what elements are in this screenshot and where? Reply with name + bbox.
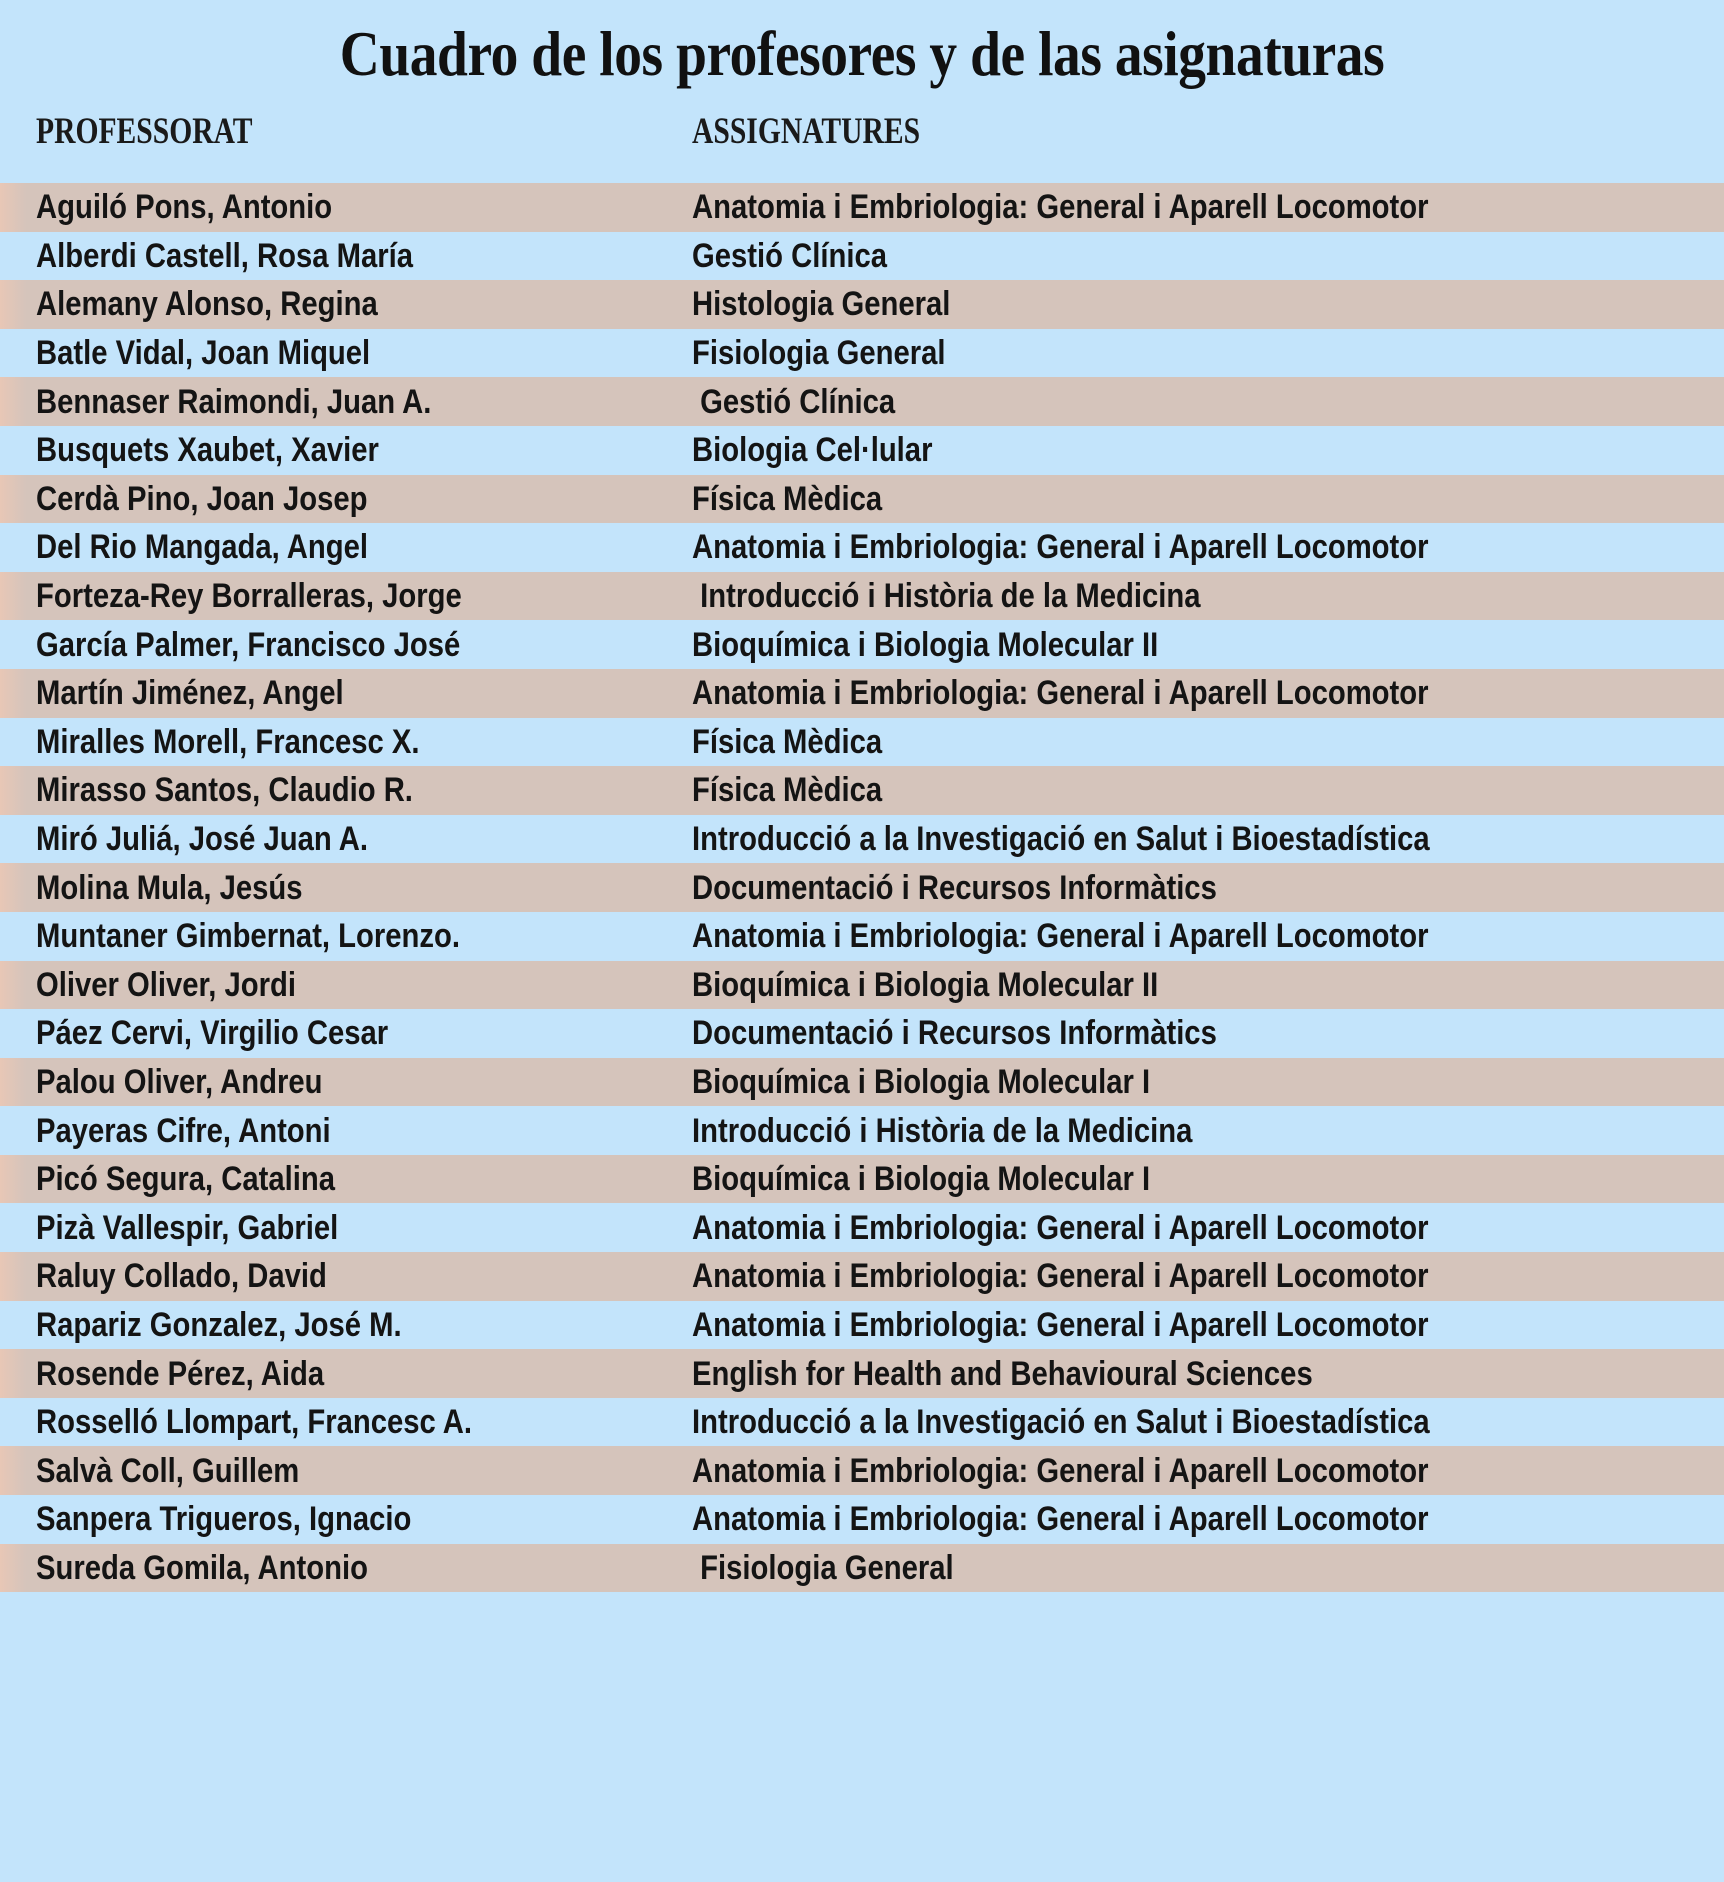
professor-name: Sanpera Trigueros, Ignacio [36, 1500, 412, 1539]
professor-name: Bennaser Raimondi, Juan A. [36, 382, 432, 421]
professor-name: Miró Juliá, José Juan A. [36, 820, 369, 859]
page-title: Cuadro de los profesores y de las asignaturas [339, 19, 1385, 89]
professor-name: Rosselló Llompart, Francesc A. [36, 1403, 473, 1442]
subject-name: Anatomia i Embriologia: General i Aparell Locomotor [692, 1208, 1429, 1247]
professor-name: Del Rio Mangada, Angel [36, 528, 368, 567]
table-row [0, 183, 1724, 232]
professor-name: Martín Jiménez, Angel [36, 674, 344, 713]
professor-name: Oliver Oliver, Jordi [36, 965, 297, 1004]
subject-name: Anatomia i Embriologia: General i Aparell Locomotor [692, 1451, 1429, 1490]
subject-name: Anatomia i Embriologia: General i Aparell Locomotor [692, 528, 1429, 567]
column-header-professors: PROFESSORAT [36, 111, 253, 152]
table-row [0, 669, 1724, 718]
table-row [0, 1252, 1724, 1301]
subject-name: Física Mèdica [692, 722, 883, 761]
subject-name: Documentació i Recursos Informàtics [692, 1014, 1217, 1053]
professor-name: Molina Mula, Jesús [36, 868, 303, 907]
professor-name: García Palmer, Francisco José [36, 625, 461, 664]
subject-name: Bioquímica i Biologia Molecular I [692, 1062, 1151, 1101]
table-footer-strip [0, 1592, 1724, 1882]
table-row [0, 1155, 1724, 1204]
subject-name: Introducció i Història de la Medicina [692, 1111, 1193, 1150]
table-header-row [0, 111, 1724, 157]
professor-name: Pizà Vallespir, Gabriel [36, 1208, 339, 1247]
subject-name: Introducció a la Investigació en Salut i Bioestadística [692, 1403, 1430, 1442]
professor-name: Rapariz Gonzalez, José M. [36, 1305, 402, 1344]
professor-name: Raluy Collado, David [36, 1257, 327, 1296]
subject-name: Fisiologia General [692, 334, 946, 373]
table-row [0, 912, 1724, 961]
subject-name: Anatomia i Embriologia: General i Aparell Locomotor [692, 917, 1429, 956]
subject-name: Anatomia i Embriologia: General i Aparell Locomotor [692, 188, 1429, 227]
table-row [0, 1009, 1724, 1058]
table-row [0, 572, 1724, 621]
table-body [0, 183, 1724, 1592]
table-row [0, 863, 1724, 912]
table-row [0, 1058, 1724, 1107]
table-row [0, 1446, 1724, 1495]
table-row [0, 1398, 1724, 1447]
table-row [0, 1106, 1724, 1155]
subject-name: Bioquímica i Biologia Molecular II [692, 965, 1159, 1004]
professor-name: Mirasso Santos, Claudio R. [36, 771, 413, 810]
table-row [0, 232, 1724, 281]
professor-name: Páez Cervi, Virgilio Cesar [36, 1014, 389, 1053]
subject-name: Bioquímica i Biologia Molecular II [692, 625, 1159, 664]
professor-name: Rosende Pérez, Aida [36, 1354, 325, 1393]
table-row [0, 815, 1724, 864]
subject-name: Introducció i Història de la Medicina [692, 577, 1201, 616]
subject-name: Anatomia i Embriologia: General i Aparell Locomotor [692, 674, 1429, 713]
table-row [0, 1544, 1724, 1593]
subject-name: Anatomia i Embriologia: General i Aparell Locomotor [692, 1500, 1429, 1539]
professor-name: Forteza-Rey Borralleras, Jorge [36, 577, 462, 616]
table-row [0, 1301, 1724, 1350]
professor-name: Salvà Coll, Guillem [36, 1451, 300, 1490]
subject-name: Documentació i Recursos Informàtics [692, 868, 1217, 907]
subject-name: Fisiologia General [692, 1548, 954, 1587]
professor-name: Miralles Morell, Francesc X. [36, 722, 420, 761]
subject-name: Biologia Cel·lular [692, 431, 933, 470]
professor-name: Muntaner Gimbernat, Lorenzo. [36, 917, 461, 956]
subject-name: Anatomia i Embriologia: General i Aparell Locomotor [692, 1305, 1429, 1344]
subject-name: Introducció a la Investigació en Salut i Bioestadística [692, 820, 1430, 859]
table-row [0, 1349, 1724, 1398]
table-row [0, 280, 1724, 329]
professor-name: Alberdi Castell, Rosa María [36, 236, 414, 275]
column-header-subjects: ASSIGNATURES [692, 111, 921, 152]
table-row [0, 1203, 1724, 1252]
subject-name: Física Mèdica [692, 479, 883, 518]
professor-name: Aguiló Pons, Antonio [36, 188, 333, 227]
table-row [0, 766, 1724, 815]
table-row [0, 620, 1724, 669]
table-row [0, 329, 1724, 378]
table-row [0, 426, 1724, 475]
subject-name: English for Health and Behavioural Sciences [692, 1354, 1313, 1393]
subject-name: Física Mèdica [692, 771, 883, 810]
subject-name: Bioquímica i Biologia Molecular I [692, 1160, 1151, 1199]
professor-name: Busquets Xaubet, Xavier [36, 431, 379, 470]
professor-name: Palou Oliver, Andreu [36, 1062, 323, 1101]
professor-name: Picó Segura, Catalina [36, 1160, 335, 1199]
subject-name: Histologia General [692, 285, 951, 324]
table-row [0, 961, 1724, 1010]
table-row [0, 718, 1724, 767]
table-row [0, 475, 1724, 524]
professor-name: Alemany Alonso, Regina [36, 285, 378, 324]
professor-name: Cerdà Pino, Joan Josep [36, 479, 368, 518]
table-row [0, 377, 1724, 426]
table-row [0, 1495, 1724, 1544]
professor-name: Sureda Gomila, Antonio [36, 1548, 368, 1587]
professor-name: Batle Vidal, Joan Miquel [36, 334, 371, 373]
subject-name: Gestió Clínica [692, 382, 896, 421]
subject-name: Gestió Clínica [692, 236, 887, 275]
subject-name: Anatomia i Embriologia: General i Aparell Locomotor [692, 1257, 1429, 1296]
professor-name: Payeras Cifre, Antoni [36, 1111, 331, 1150]
table-row [0, 523, 1724, 572]
